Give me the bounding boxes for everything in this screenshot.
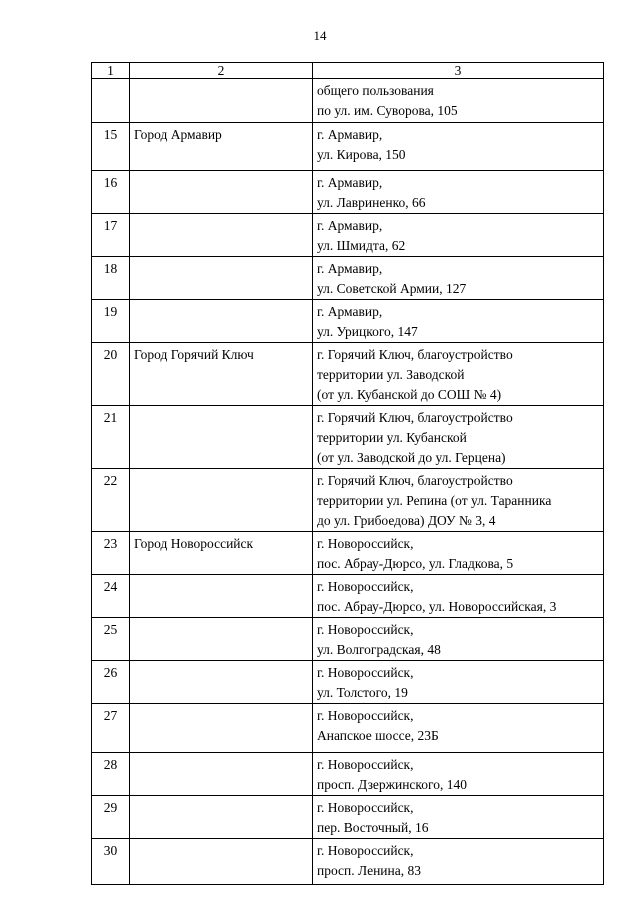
address-line: г. Горячий Ключ, благоустройство [317, 473, 513, 488]
address-line: ул. Лавриненко, 66 [317, 195, 426, 210]
table-row [92, 661, 604, 704]
table-row [92, 214, 604, 257]
address-line: г. Новороссийск, [317, 622, 414, 637]
address-cell [313, 257, 604, 300]
region-name [130, 753, 313, 796]
row-number: 22 [92, 469, 130, 532]
address-line: территории ул. Заводской [317, 367, 465, 382]
address-line: г. Армавир, [317, 218, 383, 233]
address-line: г. Новороссийск, [317, 536, 414, 551]
table-row [92, 796, 604, 839]
region-name [130, 469, 313, 532]
address-line: общего пользования [317, 83, 434, 98]
address-line: ул. Волгоградская, 48 [317, 642, 441, 657]
address-line: территории ул. Репина (от ул. Таранника [317, 493, 552, 508]
address-line: г. Армавир, [317, 304, 383, 319]
table-row [92, 123, 604, 171]
address-cell [313, 171, 604, 214]
row-number: 26 [92, 661, 130, 704]
row-number: 28 [92, 753, 130, 796]
region-name [130, 257, 313, 300]
table-row [92, 618, 604, 661]
row-number: 30 [92, 839, 130, 885]
row-number: 16 [92, 171, 130, 214]
address-cell [313, 79, 604, 123]
region-name: Город Армавир [130, 123, 313, 171]
address-line: г. Армавир, [317, 261, 383, 276]
address-line: ул. Толстого, 19 [317, 685, 408, 700]
region-name: Город Новороссийск [130, 532, 313, 575]
region-name [130, 796, 313, 839]
table-row [92, 79, 604, 123]
address-line: просп. Ленина, 83 [317, 863, 421, 878]
address-line: (от ул. Заводской до ул. Герцена) [317, 450, 506, 465]
address-cell [313, 532, 604, 575]
table-row [92, 171, 604, 214]
row-number: 17 [92, 214, 130, 257]
table-body [92, 63, 604, 885]
address-line: Анапское шоссе, 23Б [317, 728, 439, 743]
address-line: (от ул. Кубанской до СОШ № 4) [317, 387, 502, 402]
table-row [92, 753, 604, 796]
address-cell [313, 575, 604, 618]
region-name [130, 618, 313, 661]
row-number [92, 79, 130, 123]
address-cell [313, 753, 604, 796]
address-cell [313, 796, 604, 839]
address-line: пос. Абрау-Дюрсо, ул. Гладкова, 5 [317, 556, 514, 571]
address-line: до ул. Грибоедова) ДОУ № 3, 4 [317, 513, 496, 528]
address-line: территории ул. Кубанской [317, 430, 467, 445]
address-line: г. Горячий Ключ, благоустройство [317, 410, 513, 425]
address-line: г. Новороссийск, [317, 579, 414, 594]
address-cell [313, 214, 604, 257]
table-row [92, 300, 604, 343]
row-number: 18 [92, 257, 130, 300]
address-line: г. Новороссийск, [317, 800, 414, 815]
address-line: г. Новороссийск, [317, 708, 414, 723]
region-name [130, 214, 313, 257]
address-cell [313, 406, 604, 469]
row-number: 23 [92, 532, 130, 575]
table-header-row [92, 63, 604, 79]
address-cell [313, 469, 604, 532]
row-number: 20 [92, 343, 130, 406]
region-name [130, 406, 313, 469]
row-number: 24 [92, 575, 130, 618]
row-number: 21 [92, 406, 130, 469]
address-line: пер. Восточный, 16 [317, 820, 429, 835]
table-row [92, 704, 604, 753]
region-name: Город Горячий Ключ [130, 343, 313, 406]
region-name [130, 704, 313, 753]
region-name [130, 300, 313, 343]
column-header-2: 2 [130, 63, 313, 79]
document-table [91, 62, 604, 885]
address-line: ул. Советской Армии, 127 [317, 281, 467, 296]
row-number: 27 [92, 704, 130, 753]
row-number: 25 [92, 618, 130, 661]
column-header-3: 3 [313, 63, 604, 79]
row-number: 29 [92, 796, 130, 839]
region-name [130, 171, 313, 214]
table-row [92, 406, 604, 469]
address-line: г. Новороссийск, [317, 665, 414, 680]
address-line: ул. Шмидта, 62 [317, 238, 406, 253]
address-cell [313, 343, 604, 406]
address-line: г. Горячий Ключ, благоустройство [317, 347, 513, 362]
address-cell [313, 839, 604, 885]
address-cell [313, 123, 604, 171]
address-cell [313, 704, 604, 753]
region-name [130, 661, 313, 704]
address-cell [313, 300, 604, 343]
column-header-1: 1 [92, 63, 130, 79]
address-line: ул. Кирова, 150 [317, 147, 406, 162]
table-row [92, 469, 604, 532]
table-row [92, 575, 604, 618]
address-line: просп. Дзержинского, 140 [317, 777, 467, 792]
address-cell [313, 618, 604, 661]
region-name [130, 839, 313, 885]
address-line: г. Новороссийск, [317, 757, 414, 772]
region-name [130, 79, 313, 123]
address-line: ул. Урицкого, 147 [317, 324, 418, 339]
row-number: 19 [92, 300, 130, 343]
address-line: г. Армавир, [317, 175, 383, 190]
address-cell [313, 661, 604, 704]
table-row [92, 532, 604, 575]
page-number: 14 [313, 28, 327, 43]
table-row [92, 343, 604, 406]
address-line: пос. Абрау-Дюрсо, ул. Новороссийская, 3 [317, 599, 557, 614]
row-number: 15 [92, 123, 130, 171]
address-line: г. Новороссийск, [317, 843, 414, 858]
table-row [92, 839, 604, 885]
address-line: по ул. им. Суворова, 105 [317, 103, 458, 118]
address-line: г. Армавир, [317, 127, 383, 142]
region-name [130, 575, 313, 618]
table-row [92, 257, 604, 300]
